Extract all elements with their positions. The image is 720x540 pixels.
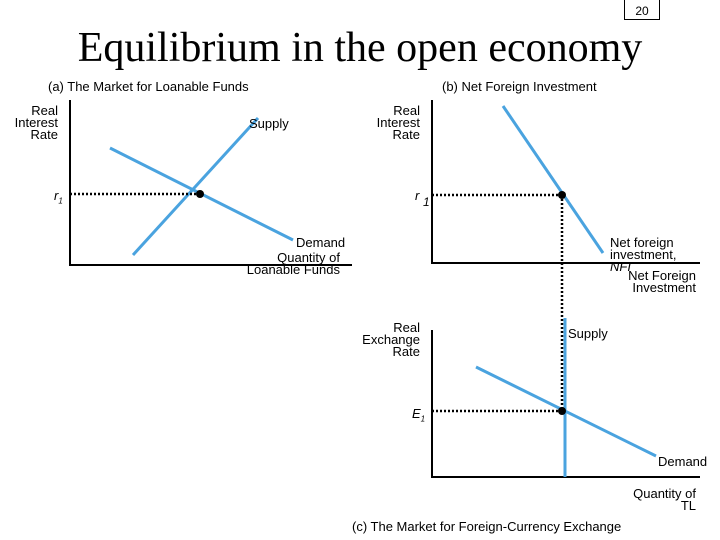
- panel-b-nfi-label: Net foreign investment, NFI: [610, 235, 677, 274]
- panel-a-demand-label: Demand: [296, 235, 346, 250]
- panel-c-equilibrium-point: [558, 407, 566, 415]
- panel-c-title: (c) The Market for Foreign-Currency Exchange: [352, 519, 622, 534]
- panel-c-e1-label: $E_1$: [412, 406, 426, 424]
- panel-b-r1-label: r 1: [415, 188, 430, 209]
- panel-a-supply-label: Supply: [249, 116, 289, 131]
- panel-a-x-axis-label: Quantity of Loanable Funds: [246, 250, 340, 277]
- panel-c-y-axis-label: Real Exchange Rate: [362, 320, 420, 359]
- panel-b-y-axis-label: Real Interest Rate: [376, 103, 420, 142]
- slide-number: 20: [624, 0, 660, 20]
- panel-b-title: (b) Net Foreign Investment: [442, 79, 597, 94]
- panel-c-x-axis-label: Quantity of TL: [633, 486, 696, 513]
- panel-a-equilibrium-point: [196, 190, 204, 198]
- panel-c-supply-label: Supply: [568, 326, 608, 341]
- panel-a-y-axis-label: Real Interest Rate: [14, 103, 58, 142]
- panel-a-r1-label: $r_1$: [54, 188, 63, 206]
- page-title: Equilibrium in the open economy: [77, 25, 643, 71]
- panel-b-nfi-curve: [503, 106, 603, 253]
- panel-a-title: (a) The Market for Loanable Funds: [48, 79, 249, 94]
- panel-b-x-axis-label: Net Foreign Investment: [628, 268, 696, 295]
- panel-c-demand-label: Demand: [658, 454, 708, 469]
- panel-a-supply-curve: [133, 118, 258, 255]
